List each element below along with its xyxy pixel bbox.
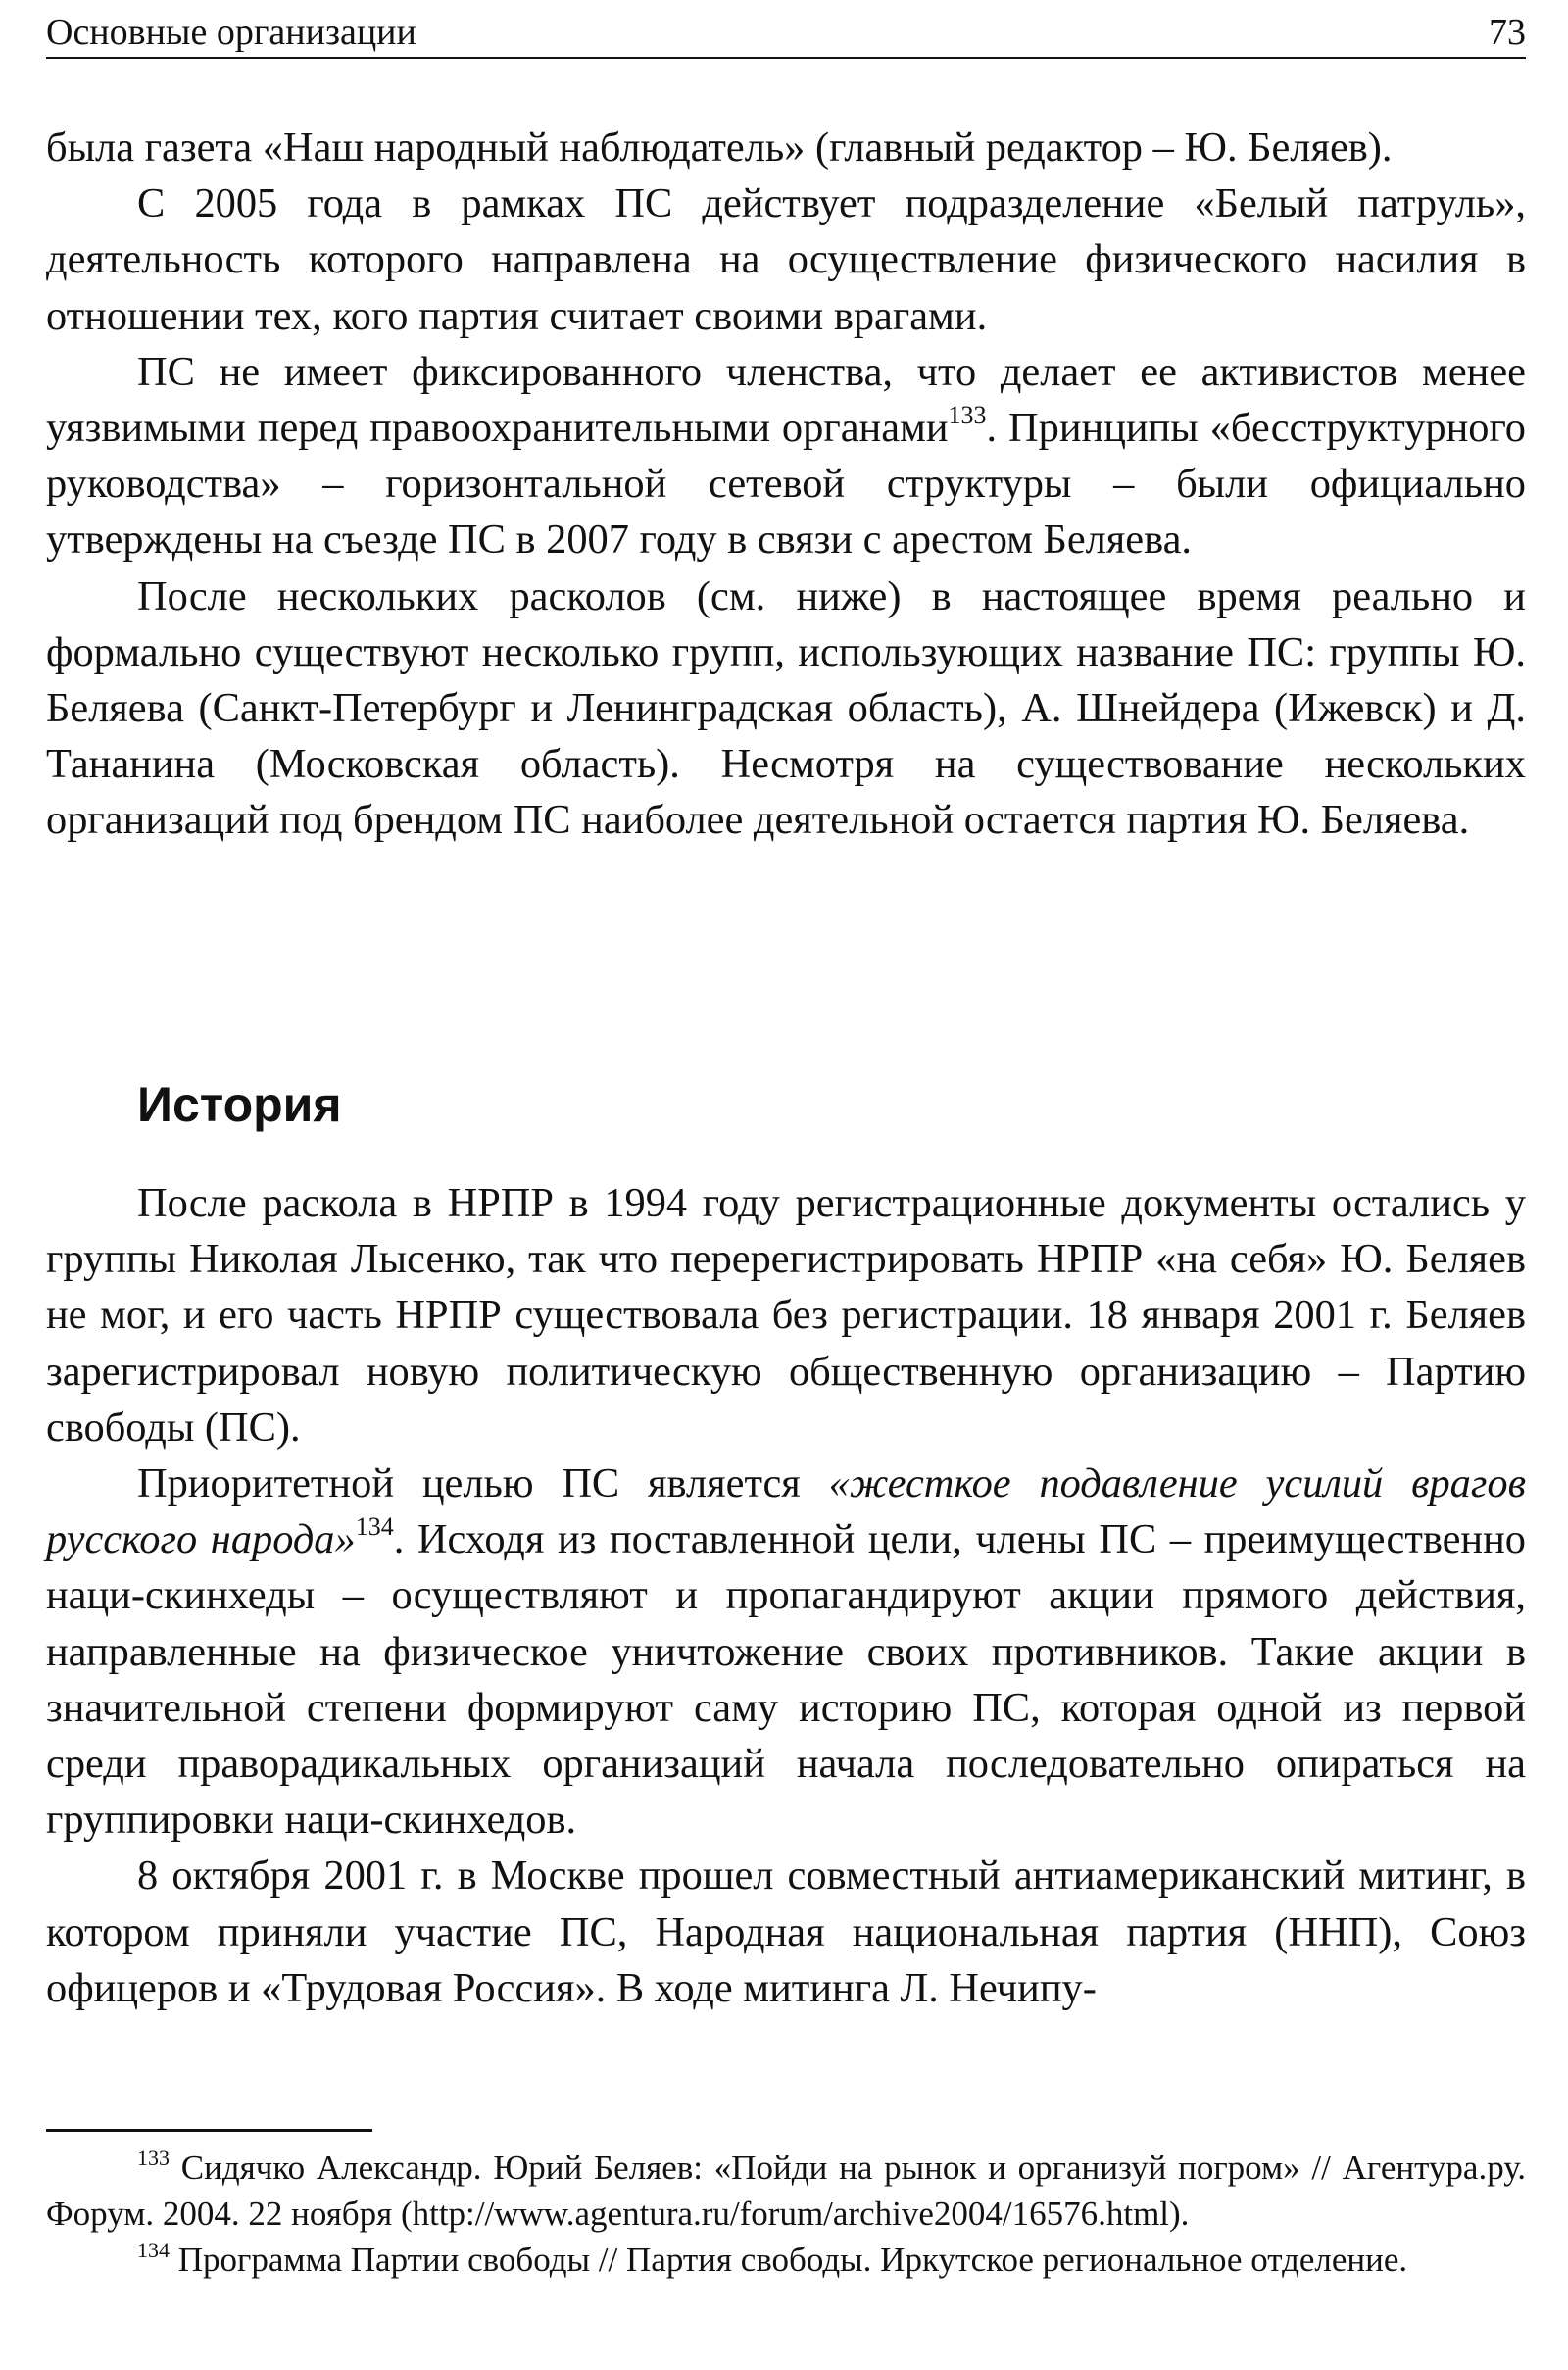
- paragraph-text: ПС не имеет фиксированного членства, что делает ее активистов менее уязвимыми перед правоохранительными органами: [46, 348, 1526, 452]
- footnotes: [46, 2145, 1526, 2283]
- footnote-number: 134: [137, 2238, 170, 2262]
- footnote-text: Сидячко Александр. Юрий Беляев: «Пойди на рынок и организуй погром» // Агентура.ру. Форум. 2004. 22 ноября (http://www.agentura.ru/forum/archive2004/16576.html).: [46, 2148, 1526, 2233]
- page-header: [46, 8, 1526, 59]
- page-number: 73: [1489, 12, 1526, 53]
- footnote-ref[interactable]: 133: [948, 401, 987, 430]
- paragraph-text: . Принципы «бесструктурного руководства» – горизонтальной сетевой структуры – были официально утверждены на съезде ПС в 2007 году в связи с арестом Беляева.: [46, 405, 1527, 564]
- paragraph-text: . Исходя из поставленной цели, члены ПС – преимущественно наци-скинхеды – осуществляют и пропагандируют акции прямого действия, направленные на физическое уничтожение своих противников. Такие акции в значительной степени формируют саму историю ПС, которая одной из первой среди праворадикальных организаций начала последовательно опираться на группировки наци-скинхедов.: [46, 1516, 1527, 1844]
- section-history: [46, 1175, 1526, 2016]
- paragraph: С 2005 года в рамках ПС действует подразделение «Белый патруль», деятельность которого направлена на осуществление физического насилия в отношении тех, кого партия считает своими врагами.: [46, 180, 1526, 339]
- footnote: [46, 2237, 1526, 2283]
- paragraph: была газета «Наш народный наблюдатель» (главный редактор – Ю. Беляев).: [46, 124, 1393, 171]
- quotation: «жесткое подавление усилий врагов русского народа»: [46, 1460, 1526, 1563]
- footnote-number: 133: [137, 2146, 170, 2170]
- paragraph: [46, 1456, 1526, 1848]
- paragraph: [46, 344, 1526, 568]
- footnote-text: Программа Партии свободы // Партия свободы. Иркутское региональное отделение.: [170, 2241, 1408, 2279]
- footnote-ref[interactable]: 134: [355, 1512, 394, 1542]
- footnote: [46, 2145, 1526, 2237]
- section-heading: История: [137, 1077, 342, 1132]
- paragraph-text: Приоритетной целью ПС является: [137, 1460, 829, 1507]
- paragraph: 8 октября 2001 г. в Москве прошел совместный антиамериканский митинг, в котором приняли участие ПС, Народная национальная партия (ННП), Союз офицеров и «Трудовая Россия». В ходе митинга Л. Нечипу-: [46, 1852, 1526, 2011]
- paragraph: После нескольких расколов (см. ниже) в настоящее время реально и формально существуют несколько групп, использующих название ПС: группы Ю. Беляева (Санкт-Петербург и Ленинградская область), А. Шнейдера (Ижевск) и Д. Тананина (Московская область). Несмотря на существование нескольких организаций под брендом ПС наиболее деятельной остается партия Ю. Беляева.: [46, 572, 1526, 844]
- footnote-divider: [46, 2129, 372, 2132]
- paragraph: После раскола в НРПР в 1994 году регистрационные документы остались у группы Николая Лысенко, так что перерегистрировать НРПР «на себя» Ю. Беляев не мог, и его часть НРПР существовала без регистрации. 18 января 2001 г. Беляев зарегистрировал новую политическую общественную организацию – Партию свободы (ПС).: [46, 1180, 1526, 1451]
- section-intro: [46, 120, 1526, 849]
- running-title: Основные организации: [46, 12, 416, 53]
